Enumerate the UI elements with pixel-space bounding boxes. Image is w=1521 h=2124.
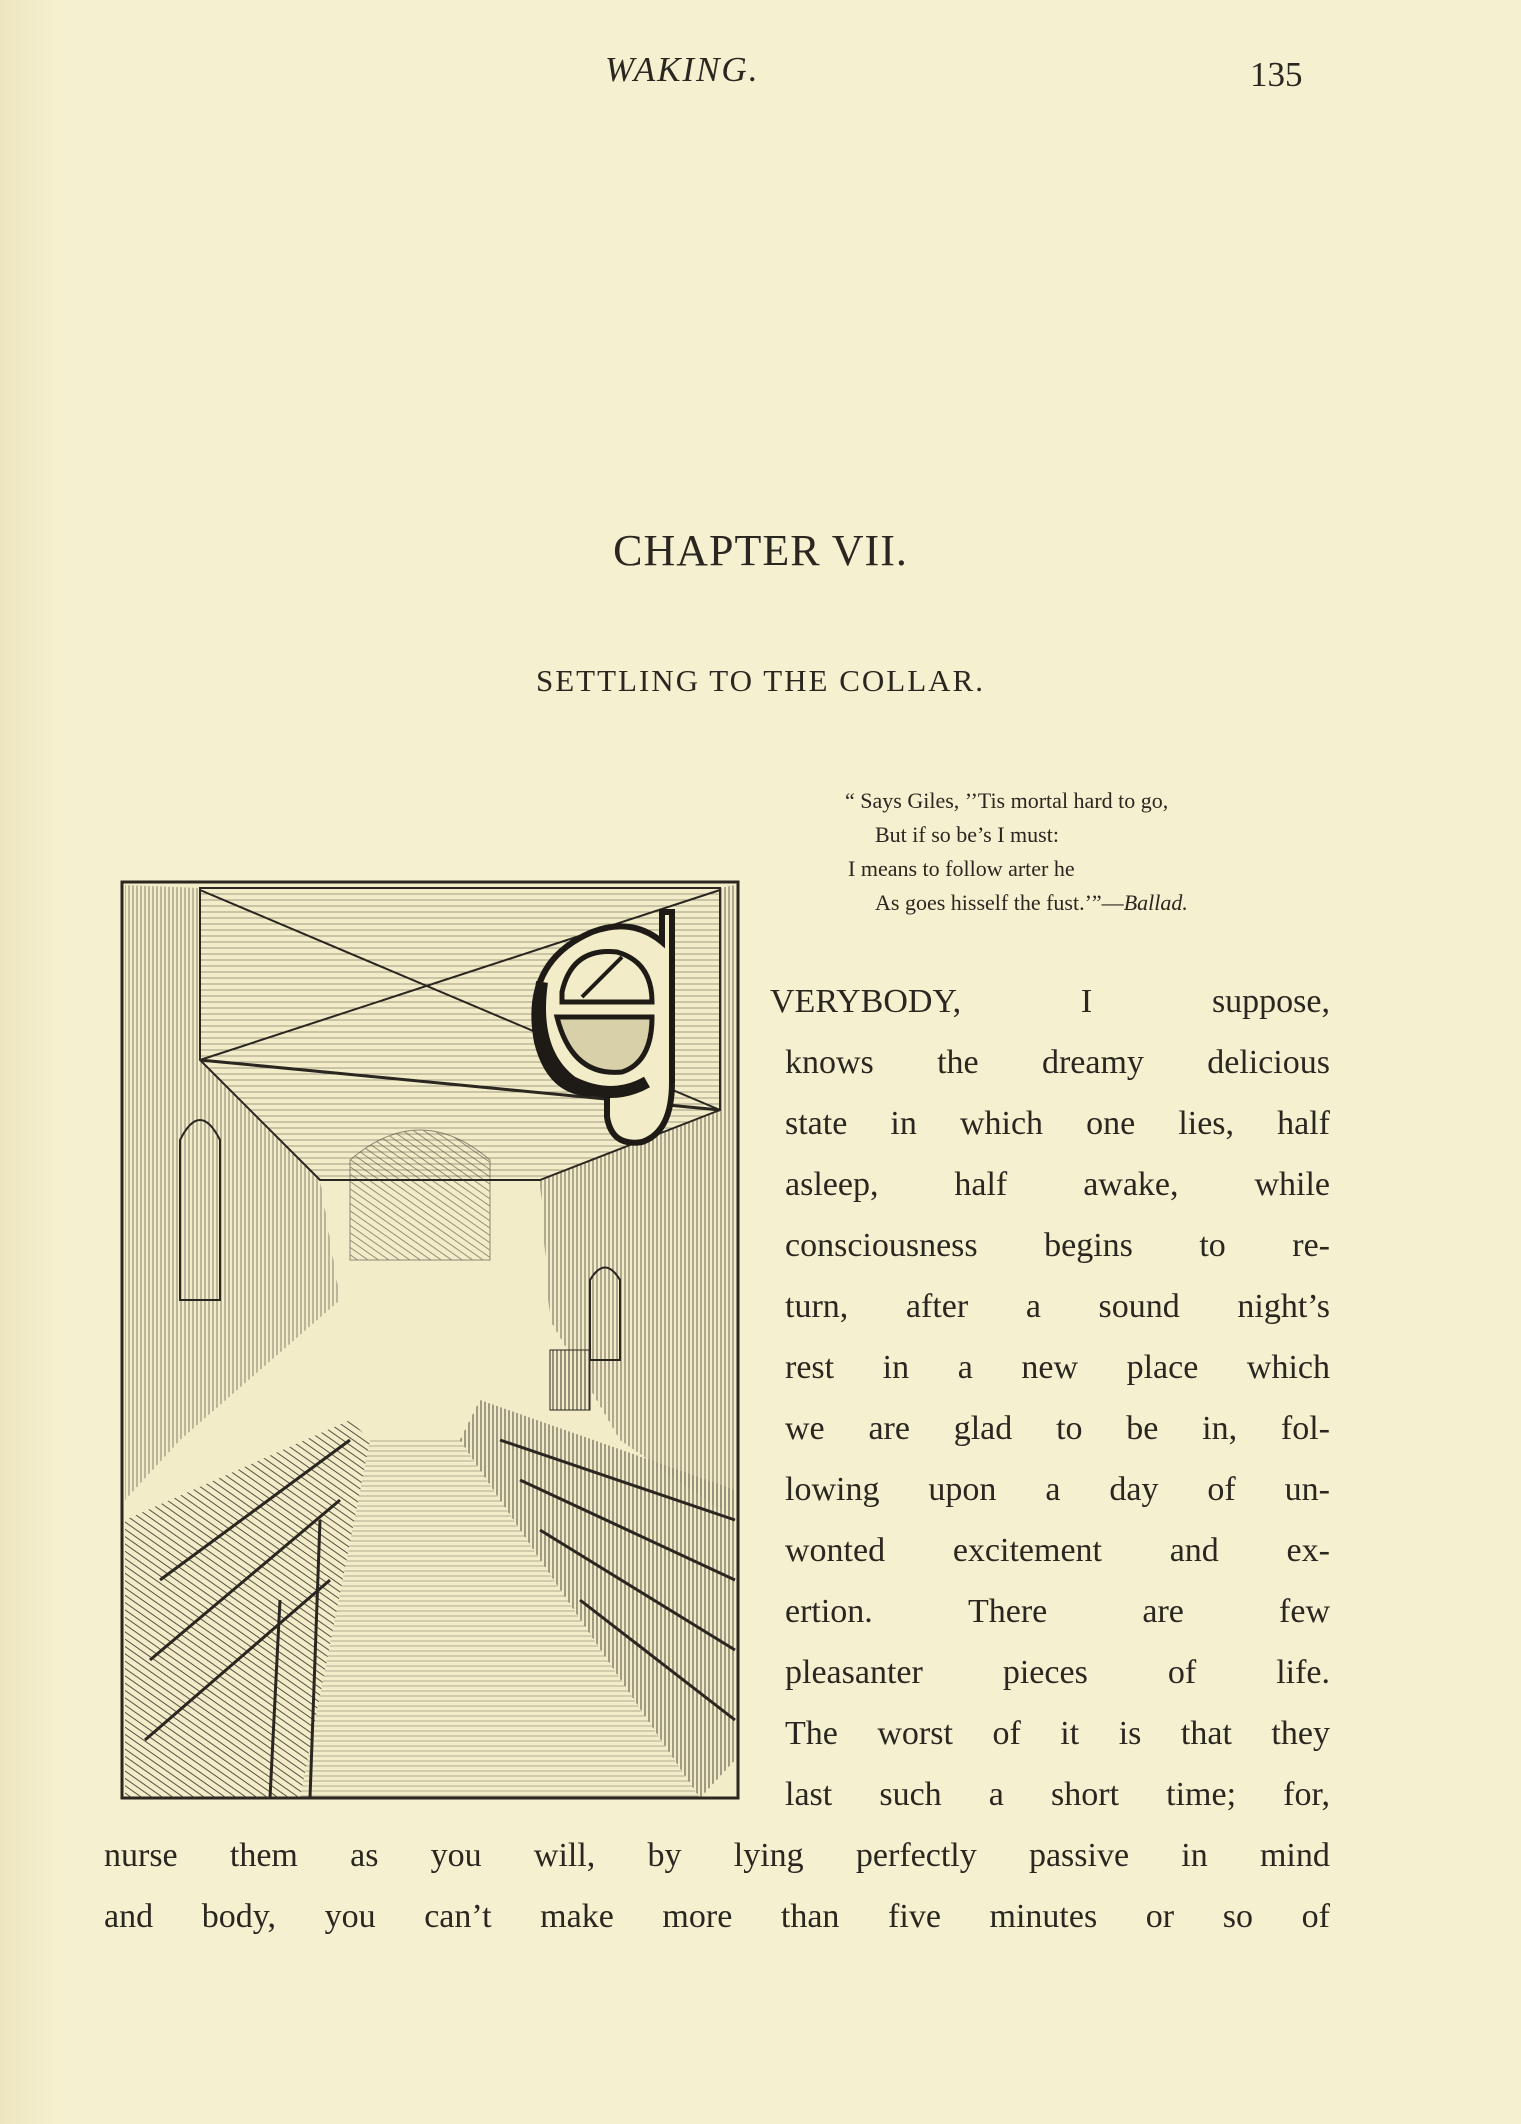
word: pieces	[1002, 1654, 1088, 1691]
word: of	[1301, 1898, 1330, 1935]
word: than	[780, 1898, 840, 1935]
epigraph-line: “ Says Giles, ’’Tis mortal hard to go,	[845, 788, 1169, 813]
word: in	[1181, 1837, 1208, 1874]
body-line	[785, 1593, 1330, 1631]
word: be	[1126, 1410, 1159, 1447]
word: rest	[785, 1349, 835, 1386]
word: delicious	[1207, 1044, 1330, 1081]
body-line	[785, 1654, 1330, 1692]
word: mind	[1259, 1837, 1330, 1874]
word: wonted	[785, 1532, 886, 1569]
body-line	[104, 1837, 1330, 1875]
word: such	[879, 1776, 942, 1813]
word: as	[350, 1837, 379, 1874]
word: to	[1056, 1410, 1083, 1447]
body-line	[785, 1410, 1330, 1448]
word: new	[1021, 1349, 1079, 1386]
word: nurse	[104, 1837, 178, 1874]
word: are	[1142, 1593, 1184, 1630]
running-head: WAKING.	[605, 50, 760, 89]
word: is	[1118, 1715, 1142, 1752]
epigraph-line: But if so be’s I must:	[875, 822, 1059, 847]
body-line	[785, 1227, 1330, 1265]
word: a	[1025, 1288, 1041, 1325]
word: half	[954, 1166, 1008, 1203]
word: few	[1279, 1593, 1330, 1630]
word: to	[1199, 1227, 1226, 1264]
word: make	[540, 1898, 614, 1935]
chapter-subtitle: SETTLING TO THE COLLAR.	[536, 663, 985, 698]
body-line	[785, 1776, 1330, 1814]
word: night’s	[1237, 1288, 1330, 1325]
epigraph-line: As goes hisself the fust.’”—	[875, 890, 1124, 915]
word: state	[785, 1105, 848, 1142]
body-line	[785, 1532, 1330, 1570]
body-line	[785, 1715, 1330, 1753]
word: dreamy	[1041, 1044, 1144, 1081]
body-line	[785, 1349, 1330, 1387]
word: of	[1207, 1471, 1236, 1508]
word: sound	[1098, 1288, 1180, 1325]
word: will,	[533, 1837, 596, 1874]
word: place	[1126, 1349, 1199, 1386]
word: pleasanter	[785, 1654, 923, 1691]
word: for,	[1283, 1776, 1330, 1813]
word: after	[905, 1288, 969, 1325]
word: life.	[1276, 1654, 1330, 1691]
word: awake,	[1083, 1166, 1179, 1203]
word: knows	[785, 1044, 874, 1081]
body-line	[785, 1471, 1330, 1509]
word: it	[1060, 1715, 1080, 1752]
word: you	[324, 1898, 376, 1935]
word: so	[1222, 1898, 1253, 1935]
word: passive	[1028, 1837, 1130, 1874]
word: and	[1169, 1532, 1219, 1569]
word: a	[1045, 1471, 1061, 1508]
page-number: 135	[1250, 55, 1303, 94]
word: time;	[1166, 1776, 1237, 1813]
epigraph-line: I means to follow arter he	[848, 856, 1075, 881]
word: begins	[1044, 1227, 1133, 1264]
word: in	[882, 1349, 910, 1386]
body-line	[104, 1898, 1330, 1936]
word: VERYBODY,	[770, 983, 962, 1020]
word: five	[888, 1898, 941, 1935]
body-line	[785, 1288, 1330, 1326]
word: lying	[733, 1837, 804, 1874]
word: they	[1271, 1715, 1330, 1752]
epigraph-source: Ballad.	[1123, 890, 1188, 915]
word: lies,	[1178, 1105, 1235, 1142]
word: of	[992, 1715, 1021, 1752]
word: the	[937, 1044, 979, 1081]
word: minutes	[989, 1898, 1098, 1935]
word: worst	[877, 1715, 953, 1752]
word: of	[1167, 1654, 1197, 1691]
word: day	[1109, 1471, 1159, 1508]
word: more	[662, 1898, 733, 1935]
word: consciousness	[785, 1227, 978, 1264]
word: a	[957, 1349, 973, 1386]
word: can’t	[424, 1898, 492, 1935]
word: ertion.	[785, 1593, 873, 1630]
word: we	[785, 1410, 825, 1447]
body-line	[770, 983, 1330, 1021]
word: you	[430, 1837, 482, 1874]
word: are	[868, 1410, 910, 1447]
word: lowing	[785, 1471, 880, 1508]
word: The	[785, 1715, 838, 1752]
word: while	[1254, 1166, 1330, 1203]
word: fol-	[1280, 1410, 1330, 1447]
word: by	[647, 1837, 682, 1874]
word: upon	[928, 1471, 997, 1508]
word: short	[1051, 1776, 1120, 1813]
word: in	[890, 1105, 917, 1142]
word: excitement	[952, 1532, 1102, 1569]
word: which	[1246, 1349, 1330, 1386]
word: ex-	[1286, 1532, 1330, 1569]
word: un-	[1284, 1471, 1330, 1508]
word: that	[1180, 1715, 1232, 1752]
word: one	[1086, 1105, 1136, 1142]
word: last	[785, 1776, 833, 1813]
word: asleep,	[785, 1166, 879, 1203]
word: turn,	[785, 1288, 849, 1325]
word: them	[229, 1837, 298, 1874]
word: perfectly	[855, 1837, 977, 1874]
word: glad	[953, 1410, 1013, 1447]
word: body,	[201, 1898, 276, 1935]
word: in,	[1202, 1410, 1238, 1447]
word: a	[988, 1776, 1004, 1813]
word: There	[967, 1593, 1048, 1630]
word: which	[959, 1105, 1044, 1142]
word: or	[1145, 1898, 1175, 1935]
word: suppose,	[1211, 983, 1330, 1020]
body-line	[785, 1044, 1330, 1082]
word: and	[104, 1898, 154, 1935]
chapter-title: CHAPTER VII.	[613, 526, 908, 575]
word: half	[1277, 1105, 1330, 1142]
body-line	[785, 1166, 1330, 1204]
word: re-	[1292, 1227, 1330, 1264]
body-line	[785, 1105, 1330, 1143]
word: I	[1080, 983, 1093, 1020]
